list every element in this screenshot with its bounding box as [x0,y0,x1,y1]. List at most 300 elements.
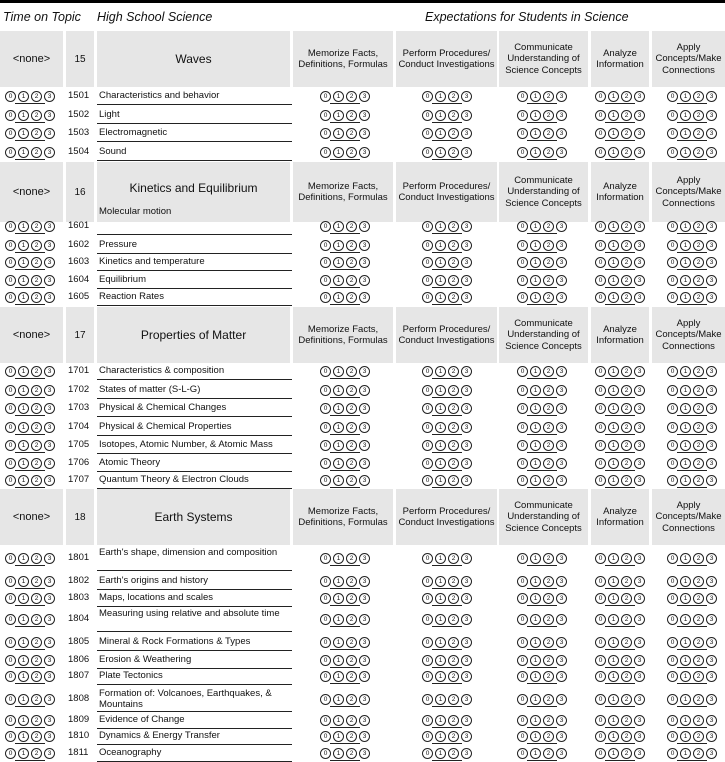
rating-bubble[interactable]: 1 [333,257,344,268]
rating-bubble[interactable]: 2 [31,257,42,268]
rating-bubble[interactable]: 3 [706,221,717,232]
rating-bubble[interactable]: 0 [595,221,606,232]
row-1603-rating-bubbles[interactable] [5,257,55,268]
row-1702-rating-bubbles[interactable] [320,385,370,396]
rating-bubble[interactable]: 0 [5,748,16,759]
rating-bubble[interactable]: 0 [667,366,678,377]
rating-bubble[interactable]: 3 [706,292,717,303]
rating-bubble[interactable]: 1 [608,553,619,564]
rating-bubble[interactable]: 0 [667,576,678,587]
row-1707-rating-bubbles[interactable] [595,475,645,486]
rating-bubble[interactable]: 3 [556,128,567,139]
rating-bubble[interactable]: 2 [621,292,632,303]
row-1810-rating-bubbles[interactable] [595,731,645,742]
rating-bubble[interactable]: 2 [346,748,357,759]
rating-bubble[interactable]: 3 [359,147,370,158]
rating-bubble[interactable]: 2 [346,475,357,486]
rating-bubble[interactable]: 0 [5,240,16,251]
rating-bubble[interactable]: 0 [320,715,331,726]
row-1808-rating-bubbles[interactable] [517,694,567,705]
row-1807-rating-bubbles[interactable] [5,671,55,682]
rating-bubble[interactable]: 3 [461,257,472,268]
rating-bubble[interactable]: 2 [31,366,42,377]
row-1705-rating-bubbles[interactable] [595,440,645,451]
rating-bubble[interactable]: 1 [435,637,446,648]
rating-bubble[interactable]: 1 [18,576,29,587]
rating-bubble[interactable]: 1 [680,110,691,121]
rating-bubble[interactable]: 0 [667,128,678,139]
rating-bubble[interactable]: 2 [621,731,632,742]
row-1811-rating-bubbles[interactable] [667,748,717,759]
rating-bubble[interactable]: 3 [359,240,370,251]
rating-bubble[interactable]: 2 [543,292,554,303]
rating-bubble[interactable]: 1 [435,240,446,251]
rating-bubble[interactable]: 2 [448,240,459,251]
rating-bubble[interactable]: 0 [320,655,331,666]
rating-bubble[interactable]: 3 [634,147,645,158]
rating-bubble[interactable]: 2 [543,110,554,121]
rating-bubble[interactable]: 2 [31,475,42,486]
row-1705-rating-bubbles[interactable] [517,440,567,451]
rating-bubble[interactable]: 1 [680,637,691,648]
rating-bubble[interactable]: 1 [680,748,691,759]
rating-bubble[interactable]: 3 [461,240,472,251]
rating-bubble[interactable]: 1 [530,715,541,726]
rating-bubble[interactable]: 1 [435,593,446,604]
row-1803-rating-bubbles[interactable] [667,593,717,604]
row-1704-rating-bubbles[interactable] [422,422,472,433]
rating-bubble[interactable]: 3 [461,110,472,121]
rating-bubble[interactable]: 2 [693,147,704,158]
rating-bubble[interactable]: 0 [517,366,528,377]
rating-bubble[interactable]: 3 [706,110,717,121]
rating-bubble[interactable]: 0 [320,403,331,414]
row-1503-rating-bubbles[interactable] [667,128,717,139]
row-1809-rating-bubbles[interactable] [422,715,472,726]
rating-bubble[interactable]: 1 [18,731,29,742]
rating-bubble[interactable]: 2 [693,731,704,742]
rating-bubble[interactable]: 0 [517,475,528,486]
rating-bubble[interactable]: 1 [18,671,29,682]
rating-bubble[interactable]: 1 [680,458,691,469]
rating-bubble[interactable]: 0 [667,403,678,414]
rating-bubble[interactable]: 2 [621,593,632,604]
rating-bubble[interactable]: 1 [435,694,446,705]
rating-bubble[interactable]: 2 [448,458,459,469]
rating-bubble[interactable]: 3 [44,221,55,232]
rating-bubble[interactable]: 0 [595,576,606,587]
rating-bubble[interactable]: 1 [680,147,691,158]
rating-bubble[interactable]: 1 [18,257,29,268]
rating-bubble[interactable]: 1 [333,292,344,303]
rating-bubble[interactable]: 3 [461,671,472,682]
rating-bubble[interactable]: 3 [706,91,717,102]
rating-bubble[interactable]: 0 [517,275,528,286]
rating-bubble[interactable]: 3 [44,475,55,486]
rating-bubble[interactable]: 3 [461,403,472,414]
rating-bubble[interactable]: 0 [5,292,16,303]
rating-bubble[interactable]: 3 [359,440,370,451]
rating-bubble[interactable]: 0 [595,366,606,377]
rating-bubble[interactable]: 2 [31,655,42,666]
rating-bubble[interactable]: 0 [5,671,16,682]
rating-bubble[interactable]: 3 [706,475,717,486]
row-1701-rating-bubbles[interactable] [320,366,370,377]
rating-bubble[interactable]: 0 [667,694,678,705]
rating-bubble[interactable]: 3 [706,637,717,648]
rating-bubble[interactable]: 1 [435,110,446,121]
rating-bubble[interactable]: 3 [706,694,717,705]
rating-bubble[interactable]: 0 [667,257,678,268]
rating-bubble[interactable]: 0 [517,422,528,433]
rating-bubble[interactable]: 1 [18,715,29,726]
rating-bubble[interactable]: 3 [634,385,645,396]
rating-bubble[interactable]: 1 [333,422,344,433]
rating-bubble[interactable]: 3 [706,366,717,377]
rating-bubble[interactable]: 1 [435,576,446,587]
rating-bubble[interactable]: 2 [448,655,459,666]
rating-bubble[interactable]: 3 [706,128,717,139]
rating-bubble[interactable]: 1 [435,671,446,682]
rating-bubble[interactable]: 2 [621,403,632,414]
rating-bubble[interactable]: 3 [44,731,55,742]
rating-bubble[interactable]: 2 [621,221,632,232]
rating-bubble[interactable]: 2 [346,614,357,625]
rating-bubble[interactable]: 3 [634,422,645,433]
row-1810-rating-bubbles[interactable] [320,731,370,742]
rating-bubble[interactable]: 0 [422,731,433,742]
rating-bubble[interactable]: 1 [680,576,691,587]
rating-bubble[interactable]: 2 [31,110,42,121]
rating-bubble[interactable]: 3 [556,475,567,486]
row-1703-rating-bubbles[interactable] [517,403,567,414]
row-1503-rating-bubbles[interactable] [320,128,370,139]
row-1504-rating-bubbles[interactable] [422,147,472,158]
rating-bubble[interactable]: 1 [333,275,344,286]
rating-bubble[interactable]: 2 [693,221,704,232]
row-1707-rating-bubbles[interactable] [422,475,472,486]
row-1504-rating-bubbles[interactable] [5,147,55,158]
rating-bubble[interactable]: 1 [18,147,29,158]
rating-bubble[interactable]: 0 [517,403,528,414]
row-1801-rating-bubbles[interactable] [5,553,55,564]
row-1603-rating-bubbles[interactable] [422,257,472,268]
rating-bubble[interactable]: 2 [346,240,357,251]
rating-bubble[interactable]: 0 [422,403,433,414]
rating-bubble[interactable]: 1 [435,91,446,102]
rating-bubble[interactable]: 2 [31,128,42,139]
rating-bubble[interactable]: 1 [530,422,541,433]
rating-bubble[interactable]: 1 [18,385,29,396]
rating-bubble[interactable]: 3 [461,475,472,486]
rating-bubble[interactable]: 0 [422,221,433,232]
rating-bubble[interactable]: 0 [667,748,678,759]
rating-bubble[interactable]: 2 [31,91,42,102]
row-1605-rating-bubbles[interactable] [422,292,472,303]
rating-bubble[interactable]: 2 [31,694,42,705]
rating-bubble[interactable]: 3 [359,694,370,705]
row-1604-rating-bubbles[interactable] [320,275,370,286]
rating-bubble[interactable]: 1 [608,403,619,414]
rating-bubble[interactable]: 3 [359,576,370,587]
rating-bubble[interactable]: 2 [31,292,42,303]
rating-bubble[interactable]: 3 [44,385,55,396]
rating-bubble[interactable]: 2 [31,731,42,742]
rating-bubble[interactable]: 0 [595,694,606,705]
rating-bubble[interactable]: 1 [333,147,344,158]
rating-bubble[interactable]: 0 [667,147,678,158]
rating-bubble[interactable]: 2 [621,475,632,486]
row-1603-rating-bubbles[interactable] [320,257,370,268]
row-1804-rating-bubbles[interactable] [595,614,645,625]
rating-bubble[interactable]: 3 [556,731,567,742]
rating-bubble[interactable]: 0 [5,694,16,705]
row-1503-rating-bubbles[interactable] [517,128,567,139]
rating-bubble[interactable]: 1 [435,147,446,158]
rating-bubble[interactable]: 3 [359,275,370,286]
rating-bubble[interactable]: 2 [31,221,42,232]
row-1805-rating-bubbles[interactable] [320,637,370,648]
rating-bubble[interactable]: 2 [31,671,42,682]
rating-bubble[interactable]: 2 [346,731,357,742]
rating-bubble[interactable]: 2 [621,694,632,705]
rating-bubble[interactable]: 0 [667,385,678,396]
rating-bubble[interactable]: 2 [693,257,704,268]
rating-bubble[interactable]: 3 [634,475,645,486]
rating-bubble[interactable]: 2 [448,275,459,286]
rating-bubble[interactable]: 0 [517,147,528,158]
row-1801-rating-bubbles[interactable] [422,553,472,564]
rating-bubble[interactable]: 3 [634,671,645,682]
rating-bubble[interactable]: 1 [680,240,691,251]
rating-bubble[interactable]: 0 [422,637,433,648]
rating-bubble[interactable]: 3 [359,221,370,232]
rating-bubble[interactable]: 0 [320,671,331,682]
rating-bubble[interactable]: 2 [693,458,704,469]
rating-bubble[interactable]: 0 [517,458,528,469]
rating-bubble[interactable]: 3 [634,576,645,587]
rating-bubble[interactable]: 3 [706,422,717,433]
rating-bubble[interactable]: 2 [346,637,357,648]
rating-bubble[interactable]: 3 [44,614,55,625]
rating-bubble[interactable]: 1 [333,458,344,469]
row-1604-rating-bubbles[interactable] [517,275,567,286]
rating-bubble[interactable]: 2 [621,655,632,666]
rating-bubble[interactable]: 2 [448,221,459,232]
rating-bubble[interactable]: 0 [422,458,433,469]
rating-bubble[interactable]: 3 [461,593,472,604]
rating-bubble[interactable]: 0 [517,292,528,303]
rating-bubble[interactable]: 0 [320,221,331,232]
rating-bubble[interactable]: 0 [667,240,678,251]
row-1707-rating-bubbles[interactable] [517,475,567,486]
rating-bubble[interactable]: 3 [634,458,645,469]
rating-bubble[interactable]: 3 [556,275,567,286]
row-1808-rating-bubbles[interactable] [320,694,370,705]
rating-bubble[interactable]: 3 [706,458,717,469]
rating-bubble[interactable]: 2 [31,553,42,564]
rating-bubble[interactable]: 3 [706,385,717,396]
rating-bubble[interactable]: 2 [543,731,554,742]
rating-bubble[interactable]: 0 [595,128,606,139]
rating-bubble[interactable]: 2 [543,593,554,604]
rating-bubble[interactable]: 0 [5,576,16,587]
rating-bubble[interactable]: 0 [667,110,678,121]
rating-bubble[interactable]: 0 [422,655,433,666]
rating-bubble[interactable]: 3 [359,731,370,742]
row-1808-rating-bubbles[interactable] [595,694,645,705]
rating-bubble[interactable]: 0 [5,221,16,232]
row-1807-rating-bubbles[interactable] [320,671,370,682]
rating-bubble[interactable]: 0 [422,671,433,682]
row-1806-rating-bubbles[interactable] [422,655,472,666]
rating-bubble[interactable]: 2 [693,422,704,433]
rating-bubble[interactable]: 1 [18,475,29,486]
row-1604-rating-bubbles[interactable] [595,275,645,286]
row-1702-rating-bubbles[interactable] [595,385,645,396]
row-1605-rating-bubbles[interactable] [5,292,55,303]
rating-bubble[interactable]: 3 [44,275,55,286]
row-1809-rating-bubbles[interactable] [595,715,645,726]
rating-bubble[interactable]: 2 [693,292,704,303]
rating-bubble[interactable]: 2 [693,553,704,564]
rating-bubble[interactable]: 2 [31,637,42,648]
rating-bubble[interactable]: 2 [621,385,632,396]
rating-bubble[interactable]: 2 [693,637,704,648]
rating-bubble[interactable]: 0 [320,110,331,121]
rating-bubble[interactable]: 0 [517,694,528,705]
rating-bubble[interactable]: 2 [346,576,357,587]
rating-bubble[interactable]: 3 [461,147,472,158]
rating-bubble[interactable]: 2 [543,475,554,486]
rating-bubble[interactable]: 0 [595,110,606,121]
rating-bubble[interactable]: 3 [706,731,717,742]
rating-bubble[interactable]: 1 [608,91,619,102]
rating-bubble[interactable]: 2 [693,240,704,251]
rating-bubble[interactable]: 0 [595,671,606,682]
rating-bubble[interactable]: 1 [608,440,619,451]
rating-bubble[interactable]: 0 [517,110,528,121]
rating-bubble[interactable]: 2 [448,671,459,682]
rating-bubble[interactable]: 1 [435,275,446,286]
rating-bubble[interactable]: 0 [667,221,678,232]
rating-bubble[interactable]: 1 [680,731,691,742]
rating-bubble[interactable]: 3 [706,576,717,587]
row-1501-rating-bubbles[interactable] [5,91,55,102]
rating-bubble[interactable]: 1 [333,748,344,759]
row-1804-rating-bubbles[interactable] [422,614,472,625]
rating-bubble[interactable]: 2 [448,366,459,377]
row-1704-rating-bubbles[interactable] [517,422,567,433]
rating-bubble[interactable]: 2 [693,366,704,377]
rating-bubble[interactable]: 0 [667,715,678,726]
row-1703-rating-bubbles[interactable] [422,403,472,414]
row-1811-rating-bubbles[interactable] [595,748,645,759]
row-1803-rating-bubbles[interactable] [422,593,472,604]
row-1802-rating-bubbles[interactable] [667,576,717,587]
row-1802-rating-bubbles[interactable] [5,576,55,587]
rating-bubble[interactable]: 0 [595,458,606,469]
rating-bubble[interactable]: 0 [320,475,331,486]
rating-bubble[interactable]: 2 [346,458,357,469]
rating-bubble[interactable]: 1 [530,731,541,742]
rating-bubble[interactable]: 0 [667,637,678,648]
rating-bubble[interactable]: 1 [18,110,29,121]
rating-bubble[interactable]: 1 [608,221,619,232]
rating-bubble[interactable]: 1 [530,748,541,759]
rating-bubble[interactable]: 2 [693,671,704,682]
rating-bubble[interactable]: 0 [667,475,678,486]
rating-bubble[interactable]: 3 [634,553,645,564]
rating-bubble[interactable]: 3 [634,240,645,251]
rating-bubble[interactable]: 2 [31,240,42,251]
rating-bubble[interactable]: 3 [706,147,717,158]
rating-bubble[interactable]: 3 [556,637,567,648]
row-1502-rating-bubbles[interactable] [517,110,567,121]
rating-bubble[interactable]: 2 [448,440,459,451]
rating-bubble[interactable]: 2 [448,475,459,486]
rating-bubble[interactable]: 3 [556,614,567,625]
rating-bubble[interactable]: 0 [517,257,528,268]
row-1811-rating-bubbles[interactable] [422,748,472,759]
row-1806-rating-bubbles[interactable] [667,655,717,666]
rating-bubble[interactable]: 3 [556,576,567,587]
rating-bubble[interactable]: 1 [608,240,619,251]
rating-bubble[interactable]: 3 [706,257,717,268]
rating-bubble[interactable]: 1 [608,593,619,604]
rating-bubble[interactable]: 0 [422,128,433,139]
rating-bubble[interactable]: 2 [346,275,357,286]
rating-bubble[interactable]: 2 [346,403,357,414]
rating-bubble[interactable]: 0 [5,275,16,286]
rating-bubble[interactable]: 3 [556,440,567,451]
rating-bubble[interactable]: 1 [333,385,344,396]
row-1801-rating-bubbles[interactable] [667,553,717,564]
rating-bubble[interactable]: 2 [448,553,459,564]
rating-bubble[interactable]: 1 [435,128,446,139]
rating-bubble[interactable]: 1 [680,91,691,102]
rating-bubble[interactable]: 2 [346,440,357,451]
rating-bubble[interactable]: 2 [448,403,459,414]
rating-bubble[interactable]: 0 [422,748,433,759]
rating-bubble[interactable]: 1 [18,91,29,102]
row-1704-rating-bubbles[interactable] [5,422,55,433]
rating-bubble[interactable]: 1 [18,366,29,377]
rating-bubble[interactable]: 1 [435,385,446,396]
rating-bubble[interactable]: 0 [5,422,16,433]
rating-bubble[interactable]: 3 [706,440,717,451]
rating-bubble[interactable]: 1 [530,221,541,232]
rating-bubble[interactable]: 1 [680,671,691,682]
row-1811-rating-bubbles[interactable] [517,748,567,759]
row-1805-rating-bubbles[interactable] [422,637,472,648]
row-1701-rating-bubbles[interactable] [5,366,55,377]
row-1806-rating-bubbles[interactable] [595,655,645,666]
rating-bubble[interactable]: 1 [608,748,619,759]
rating-bubble[interactable]: 1 [18,422,29,433]
rating-bubble[interactable]: 2 [621,110,632,121]
row-1705-rating-bubbles[interactable] [422,440,472,451]
rating-bubble[interactable]: 2 [543,275,554,286]
rating-bubble[interactable]: 1 [333,553,344,564]
rating-bubble[interactable]: 2 [346,110,357,121]
rating-bubble[interactable]: 0 [5,91,16,102]
row-1704-rating-bubbles[interactable] [595,422,645,433]
rating-bubble[interactable]: 2 [543,240,554,251]
rating-bubble[interactable]: 3 [706,593,717,604]
rating-bubble[interactable]: 3 [556,694,567,705]
rating-bubble[interactable]: 1 [18,458,29,469]
